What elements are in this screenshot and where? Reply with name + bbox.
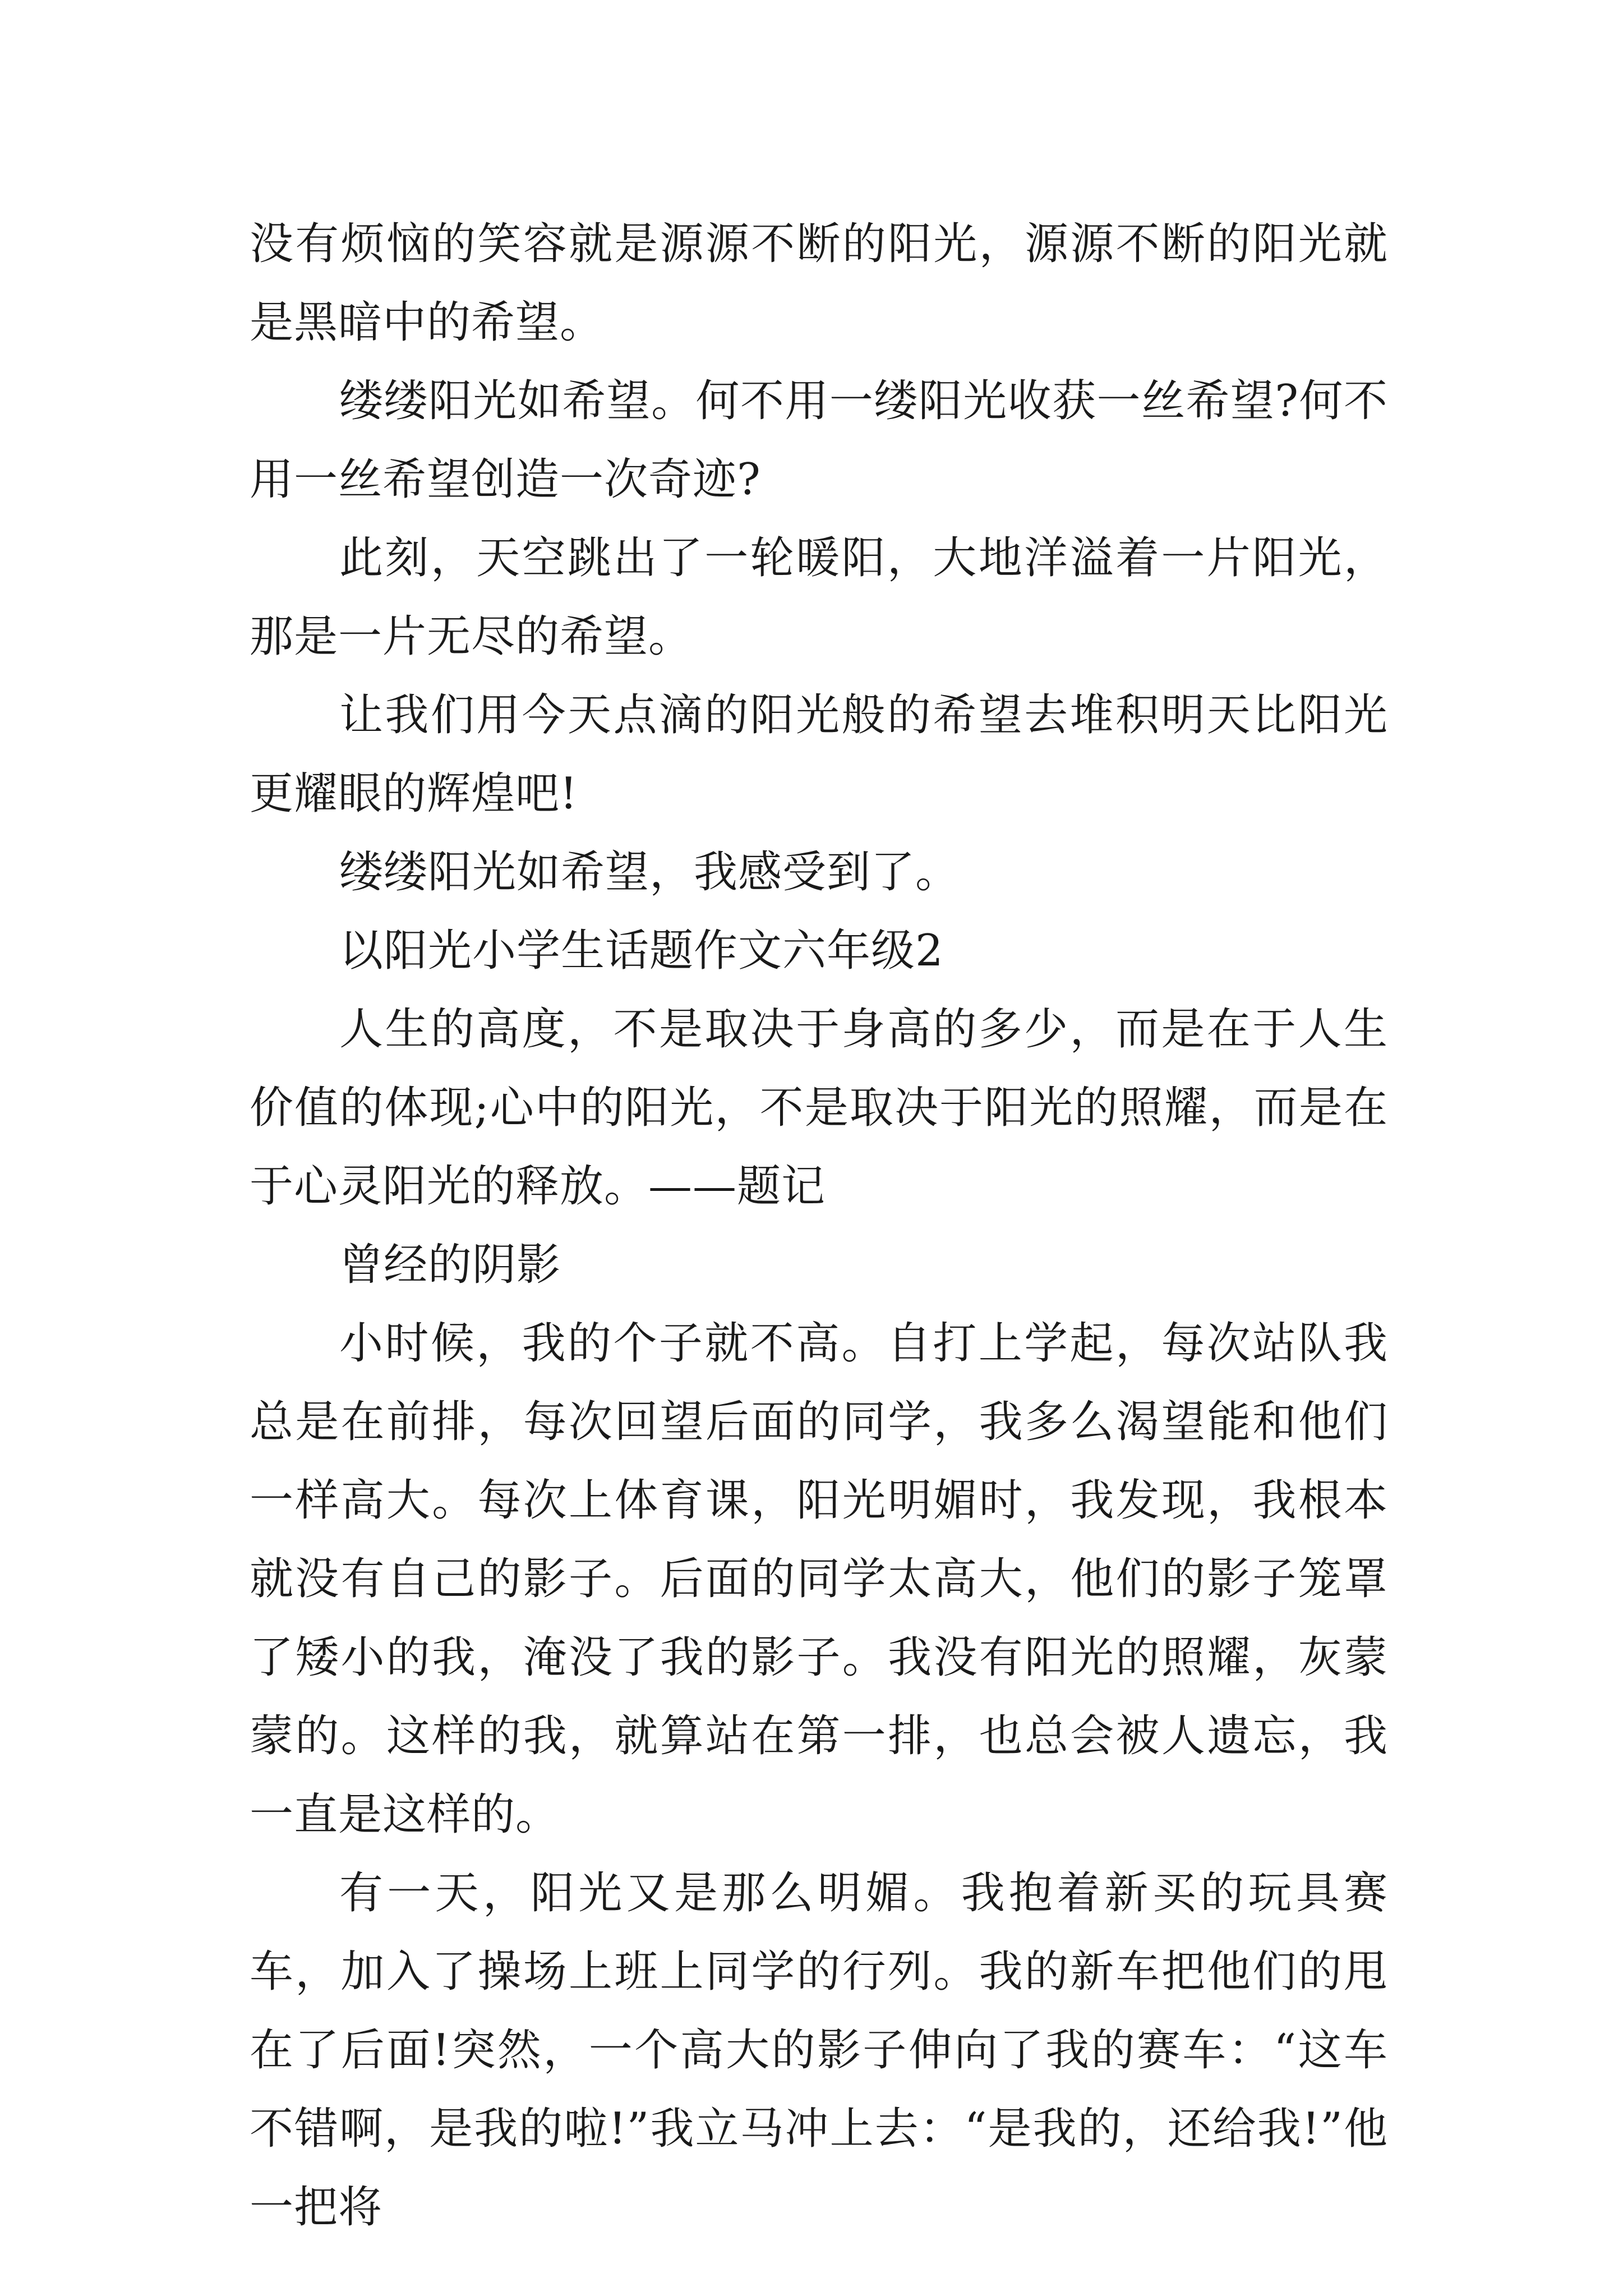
document-page bbox=[250, 205, 1388, 2247]
paragraph-3: 此刻，天空跳出了一轮暖阳，大地洋溢着一片阳光，那是一片无尽的希望。 bbox=[250, 533, 1388, 662]
paragraph-5: 缕缕阳光如希望，我感受到了。 bbox=[339, 847, 960, 898]
paragraph-4: 让我们用今天点滴的阳光般的希望去堆积明天比阳光更耀眼的辉煌吧! bbox=[250, 690, 1388, 819]
paragraph-9: 小时候，我的个子就不高。自打上学起，每次站队我总是在前排，每次回望后面的同学，我多么渴望能和他们一样高大。每次上体育课，阳光明媚时，我发现，我根本就没有自己的影子。后面的同学太高大，他们的影子笼罩了矮小的我，淹没了我的影子。我没有阳光的照耀，灰蒙蒙的。这样的我，就算站在第一排，也总会被人遗忘，我一直是这样的。 bbox=[250, 1318, 1388, 1840]
subheading: 曾经的阴影 bbox=[339, 1240, 561, 1290]
section-heading: 以阳光小学生话题作文六年级2 bbox=[339, 926, 944, 976]
paragraph-2: 缕缕阳光如希望。何不用一缕阳光收获一丝希望?何不用一丝希望创造一次奇迹? bbox=[250, 376, 1388, 505]
paragraph-1: 没有烦恼的笑容就是源源不断的阳光，源源不断的阳光就是黑暗中的希望。 bbox=[250, 219, 1388, 348]
epigraph-paragraph: 人生的高度，不是取决于身高的多少，而是在于人生价值的体现;心中的阳光，不是取决于阳光的照耀，而是在于心灵阳光的释放。——题记 bbox=[250, 1004, 1388, 1212]
paragraph-10: 有一天，阳光又是那么明媚。我抱着新买的玩具赛车，加入了操场上班上同学的行列。我的新车把他们的甩在了后面!突然，一个高大的影子伸向了我的赛车：“这车不错啊，是我的啦!”我立马冲上去：“是我的，还给我!”他一把将 bbox=[250, 1868, 1388, 2233]
